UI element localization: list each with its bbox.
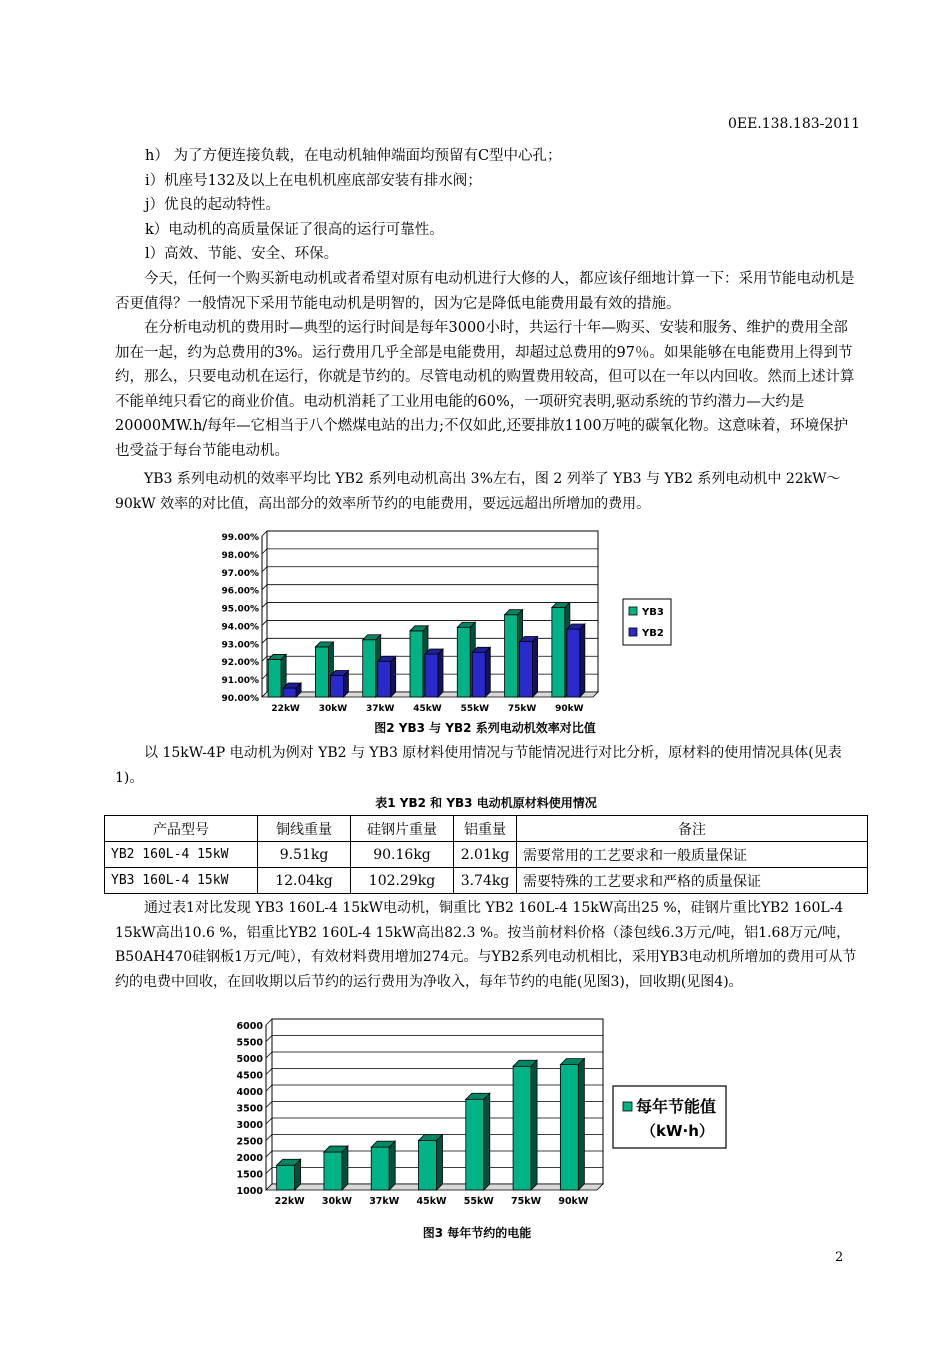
x-tick-label: 75kW [507,704,537,714]
list-item: l）高效、节能、安全、环保。 [145,246,339,262]
column-header: 备注 [517,816,868,842]
column-header: 硅钢片重量 [351,816,454,842]
table-cell: 2.01kg [454,842,517,868]
x-tick-label: 30kW [318,704,348,714]
column-header: 铜线重量 [258,816,351,842]
bar-side [389,1141,395,1190]
y-tick-label: 94.00% [221,622,259,633]
y-tick-label: 93.00% [221,640,259,651]
bar [315,647,328,697]
bar-side [578,1059,584,1190]
bar-side [342,1146,348,1190]
table1-caption: 表1 YB2 和 YB3 电动机原材料使用情况 [375,796,597,810]
bar [283,688,296,697]
y-tick-label: 2500 [236,1136,263,1148]
y-tick-label: 5500 [236,1037,263,1049]
bar-side [533,637,538,697]
bar [513,1066,531,1190]
legend-label: 每年节能值 [636,1097,717,1116]
legend-unit: （kW·h） [641,1122,714,1140]
table-cell: 90.16kg [351,842,454,868]
bar [560,1065,578,1190]
legend-label: YB3 [642,607,664,618]
y-tick-label: 2000 [236,1153,263,1164]
page-number: 2 [835,1250,844,1265]
bar-side [438,649,443,697]
table-cell: 需要特殊的工艺要求和严格的质量保证 [517,868,868,894]
bar [425,654,438,697]
bar [371,1147,389,1190]
figure3-caption: 图3 每年节约的电能 [422,1226,532,1240]
bar [472,652,485,697]
bar-side [437,1135,443,1191]
list-item: j）优良的起动特性。 [145,197,280,213]
x-tick-label: 22kW [274,1196,305,1207]
table-header-row [105,816,868,842]
y-tick-label: 95.00% [221,604,259,615]
bar [277,1165,295,1190]
x-tick-label: 45kW [416,1196,447,1207]
bar [268,659,281,697]
x-tick-label: 90kW [558,1196,589,1207]
table-cell: YB2 160L-4 15kW [105,842,258,868]
y-tick-label: 4500 [236,1070,263,1082]
bar-side [484,1093,490,1190]
y-tick-label: 91.00% [221,676,259,687]
table-cell: 12.04kg [258,868,351,894]
paragraph-material-intro: 以 15kW-4P 电动机为例对 YB2 与 YB3 原材料使用情况与节能情况进行对比分析，原材料的使用情况具体(见表 1)。 [115,745,842,786]
figure2-caption: 图2 YB3 与 YB2 系列电动机效率对比值 [374,721,596,735]
x-tick-label: 90kW [555,704,584,714]
y-tick-label: 3500 [236,1103,263,1115]
table-row [105,842,868,868]
bar [330,676,343,697]
table-cell: 102.29kg [351,868,454,894]
list-item: i）机座号132及以上在电机机座底部安装有排水阀； [145,172,482,189]
y-tick-label: 97.00% [221,568,259,579]
bar-side [531,1060,537,1190]
table-cell: 9.51kg [258,842,351,868]
materials-table [104,815,868,894]
bar [378,661,391,697]
bar [363,640,376,697]
bar [410,631,423,697]
document-code: 0EE.138.183-2011 [727,116,860,132]
bar [520,642,533,697]
x-tick-label: 37kW [369,1196,400,1207]
y-tick-label: 6000 [236,1021,263,1032]
x-tick-label: 37kW [365,704,395,714]
legend-swatch [629,628,637,636]
bar [552,608,565,697]
y-tick-label: 1500 [236,1169,263,1181]
bar-side [580,624,585,697]
table-cell: 3.74kg [454,868,517,894]
paragraph-efficiency: YB3 系列电动机的效率平均比 YB2 系列电动机高出 3%左右，图 2 列举了 YB3 与 YB2 系列电动机中 22kW～90kW 效率的对比值，高出部分的效率所节约的电能费用，要远远超出所增加的费用。 [115,471,841,512]
x-tick-label: 55kW [463,1196,494,1207]
paragraph-comparison: 通过表1对比发现 YB3 160L-4 15kW电动机，铜重比 YB2 160L-4 15kW高出25 %，硅钢片重比YB2 160L-4 15kW高出10.6 %，铝重比YB2 160L-4 15kW高出82.3 %。按当前材料价格（漆包线6.3万元/吨，铝1.68万元/吨，B50AH470硅钢板1万元/吨），有效材料费用增加274元。与YB2系列电动机相比，采用YB3电动机所增加的费用可从节约的电费中回收，在回收期以后节约的运行费用为净收入，每年节约的电能(见图3)，回收期(见图4)。 [115,900,857,990]
bar [567,629,580,697]
bar [419,1141,437,1191]
x-tick-label: 75kW [511,1196,542,1207]
y-tick-label: 92.00% [221,658,259,669]
efficiency-chart [205,523,675,718]
bar [457,627,470,697]
table-cell: YB3 160L-4 15kW [105,868,258,894]
paragraph-cost-analysis: 在分析电动机的费用时—典型的运行时间是每年3000小时，共运行十年—购买、安装和服务、维护的费用全部加在一起，约为总费用的3%。运行费用几乎全部是电能费用，却超过总费用的97％。如果能够在电能费用上得到节约，那么，只要电动机在运行，你就是节约的。尽管电动机的购置费用较高，但可以在一年以内回收。然而上述计算不能单纯只看它的商业价值。电动机消耗了工业用电能的60%，一项研究表明,驱动系统的节约潜力—大约是20000MW.h/每年—它相当于八个燃煤电站的出力;不仅如此,还要排放1100万吨的碳氧化物。这意味着，环境保护也受益于每台节能电动机。 [115,320,855,459]
bar [466,1099,484,1190]
y-tick-label: 1000 [236,1186,263,1197]
table-row [105,868,868,894]
y-tick-label: 90.00% [221,694,259,704]
legend-swatch [623,1102,632,1111]
x-tick-label: 55kW [460,704,490,714]
x-tick-label: 30kW [321,1196,352,1207]
x-tick-label: 45kW [413,704,442,714]
bar-side [391,656,396,697]
paragraph-energy-saving: 今天，任何一个购买新电动机或者希望对原有电动机进行大修的人，都应该仔细地计算一下：采用节能电动机是否更值得？一般情况下采用节能电动机是明智的，因为它是降低电能费用最有效的措施。 [115,271,855,312]
feature-list [145,144,562,267]
legend-swatch [629,607,637,615]
legend-label: YB2 [642,628,664,639]
column-header: 铝重量 [454,816,517,842]
column-header: 产品型号 [105,816,258,842]
table-cell: 需要常用的工艺要求和一般质量保证 [517,842,868,868]
bar [324,1152,342,1190]
y-tick-label: 3000 [236,1120,263,1131]
y-tick-label: 4000 [236,1087,263,1098]
list-item: k）电动机的高质量保证了很高的运行可靠性。 [145,221,444,238]
energy-saving-chart [222,1016,732,1212]
y-tick-label: 99.00% [221,533,259,543]
y-tick-label: 96.00% [221,586,259,597]
bar [505,615,518,697]
y-tick-label: 5000 [236,1054,263,1065]
x-tick-label: 22kW [271,704,300,714]
list-item: h） 为了方便连接负载，在电动机轴伸端面均预留有C型中心孔； [145,148,562,164]
y-tick-label: 98.00% [221,550,259,561]
bar-side [485,647,490,697]
